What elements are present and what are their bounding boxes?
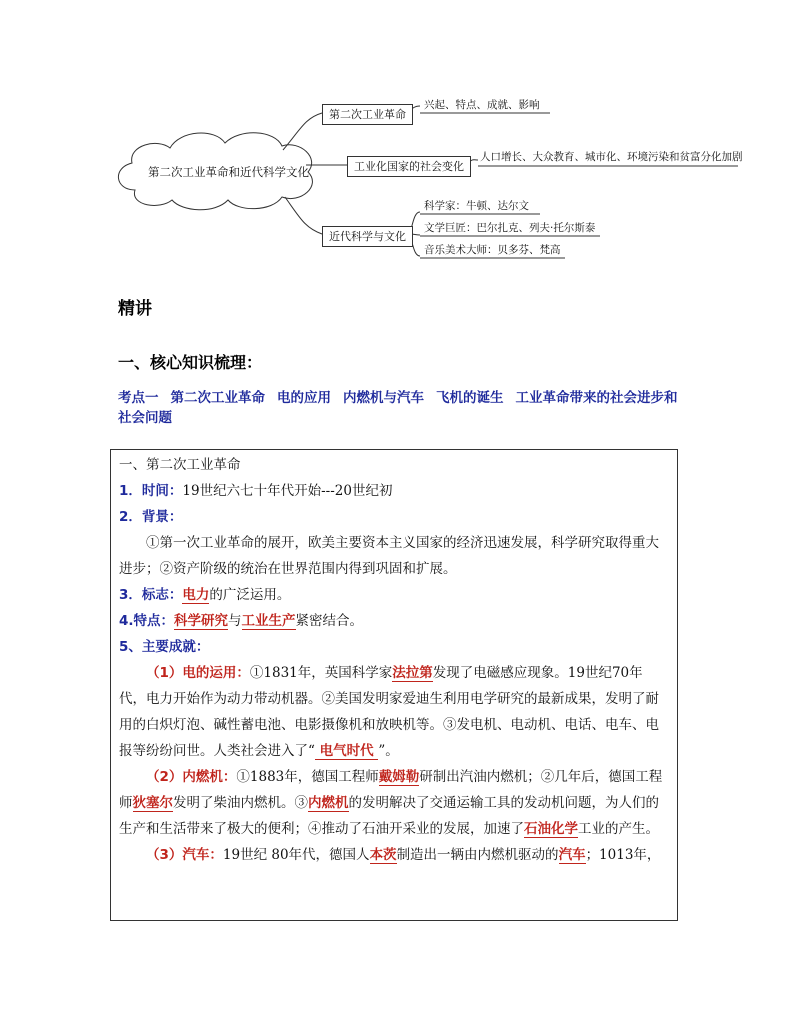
- electricity-label: （1）电的运用：: [146, 665, 250, 681]
- kaodian-topics: [118, 388, 688, 428]
- kaodian-topic: 飞机的诞生: [436, 390, 504, 406]
- mind-map: [0, 0, 794, 270]
- keyword-benz: 本茨: [369, 847, 397, 863]
- time-label: 1．时间：: [119, 483, 183, 499]
- leaf-writers: 文学巨匠：巴尔扎克、列夫·托尔斯泰: [424, 222, 596, 234]
- keyword-faraday: 法拉第: [392, 665, 433, 681]
- content-title: 一、第二次工业革命: [119, 457, 241, 473]
- background-heading: [119, 504, 669, 530]
- mind-map-root: 第二次工业革命和近代科学文化: [148, 165, 309, 179]
- keyword-electric-age: 电气时代: [314, 743, 379, 759]
- background-text: ①第一次工业革命的展开，欧美主要资本主义国家的经济迅速发展，科学研究取得重大进步；②资产阶级的统治在世界范围内得到巩固和扩展。: [119, 535, 659, 577]
- keyword-engine: 内燃机: [308, 795, 349, 811]
- text-run: ①1883年，德国工程师: [236, 769, 379, 785]
- text-run: 制造出一辆由内燃机驱动的: [396, 847, 559, 863]
- leaf-revolution-aspects: 兴起、特点、成就、影响: [424, 99, 540, 111]
- keyword-daimler: 戴姆勒: [378, 769, 420, 785]
- sign-line: [119, 582, 669, 608]
- car-paragraph: [119, 842, 669, 868]
- content-box: [110, 449, 678, 921]
- text-run: 的发明解决了交通运输工具的发动机问题，为人们的生产和生活带来了极大的便利；④推动了石油开采业的发展，加速了: [119, 795, 659, 837]
- sign-label: 3．标志：: [119, 587, 183, 603]
- kaodian-topic: 电的应用: [277, 390, 331, 406]
- feature-line: [119, 608, 669, 634]
- text-run: ①1831年，英国科学家: [249, 665, 393, 681]
- feature-mid: 与: [228, 613, 242, 629]
- text-run: 发明了柴油内燃机。③: [173, 795, 308, 811]
- time-line: [119, 478, 669, 504]
- section-jingjiang: 精讲: [118, 299, 152, 319]
- branch-science-culture: 近代科学与文化: [322, 226, 413, 247]
- kaodian-topic: 工业革命带来的社会进步和社会问题: [118, 390, 678, 426]
- engine-paragraph: [119, 764, 669, 842]
- text-run: 工业的产生。: [578, 821, 659, 837]
- text-run: ”。: [378, 743, 399, 759]
- car-label: （3）汽车：: [146, 847, 223, 863]
- text-run: 研制出汽油内燃机；②几年后，德国工程师: [119, 769, 663, 811]
- feature-rest: 紧密结合。: [295, 613, 364, 629]
- heading-core-knowledge: 一、核心知识梳理：: [118, 353, 263, 372]
- electricity-paragraph: [119, 660, 669, 764]
- feature-keyword: 工业生产: [241, 613, 296, 629]
- sign-rest: 的广泛运用。: [209, 587, 291, 603]
- leaf-social-change: 人口增长、大众教育、城市化、环境污染和贫富分化加剧: [480, 151, 743, 163]
- branch-industrial-revolution: 第二次工业革命: [322, 104, 413, 125]
- sign-keyword: 电力: [182, 587, 210, 603]
- feature-keyword: 科学研究: [174, 613, 229, 629]
- kaodian-topic: 内燃机与汽车: [343, 390, 424, 406]
- engine-label: （2）内燃机：: [146, 769, 237, 785]
- background-label: 2．背景：: [119, 509, 183, 525]
- feature-label: 4.特点：: [119, 613, 175, 629]
- leaf-artists: 音乐美术大师：贝多芬、梵高: [424, 244, 561, 256]
- text-run: 发现了电磁感应现象。19世纪70年代，电力开始作为动力带动机器。②美国发明家爱迪生利用电学研究的最新成果，发明了耐用的白炽灯泡、碱性蓄电池、电影摄像机和放映机等。③发电机、电动机、电话、电车、电报等纷纷问世。人类社会进入了“: [119, 665, 659, 759]
- keyword-diesel: 狄塞尔: [132, 795, 173, 811]
- text-run: 19世纪 80年代，德国人: [222, 847, 370, 863]
- kaodian-label: 考点一: [118, 390, 159, 406]
- branch-social-change: 工业化国家的社会变化: [347, 156, 471, 177]
- achievement-label: 5、主要成就：: [119, 639, 210, 655]
- achievement-heading: [119, 634, 669, 660]
- leaf-scientists: 科学家：牛顿、达尔文: [424, 200, 529, 212]
- time-value: 19世纪六七十年代开始---20世纪初: [182, 483, 393, 499]
- kaodian-topic: 第二次工业革命: [170, 390, 265, 406]
- keyword-car: 汽车: [558, 847, 586, 863]
- text-run: ；1013年，: [585, 847, 661, 863]
- keyword-petrochemical: 石油化学: [524, 821, 578, 837]
